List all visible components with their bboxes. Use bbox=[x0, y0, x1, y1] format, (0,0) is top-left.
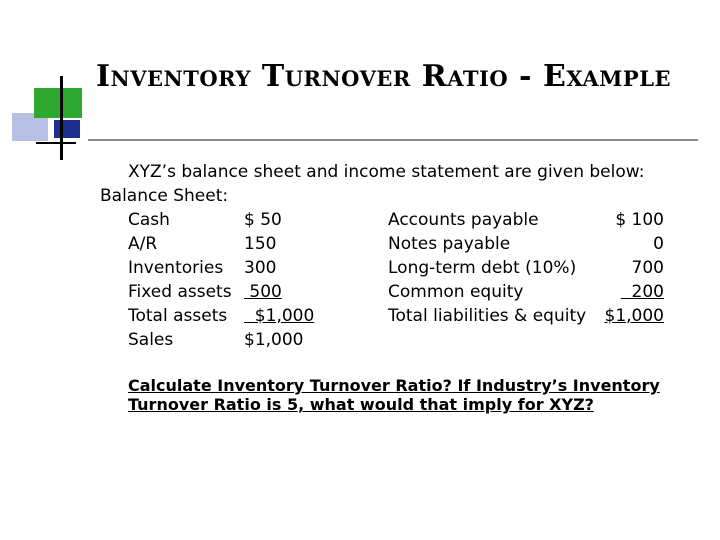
left-value: 150 bbox=[244, 234, 277, 254]
balance-sheet-heading: Balance Sheet: bbox=[100, 186, 229, 206]
left-label: Inventories bbox=[128, 258, 224, 278]
left-value: $1,000 bbox=[244, 306, 315, 326]
left-label: Total assets bbox=[128, 306, 228, 326]
right-label: Total liabilities & equity bbox=[388, 306, 587, 326]
right-value: $ 100 bbox=[615, 210, 664, 230]
right-label: Common equity bbox=[388, 282, 524, 302]
left-value: 300 bbox=[244, 258, 277, 278]
decor-horizontal-line bbox=[36, 142, 76, 144]
left-label: Cash bbox=[128, 210, 170, 230]
title-underline-rule bbox=[88, 139, 698, 141]
decor-square-green bbox=[34, 88, 82, 118]
slide-title: Inventory Turnover Ratio - Example bbox=[96, 59, 671, 94]
left-label: Sales bbox=[128, 330, 174, 350]
decor-vertical-line bbox=[60, 76, 63, 160]
right-label: Accounts payable bbox=[388, 210, 539, 230]
intro-text: XYZ’s balance sheet and income statement are given below: bbox=[128, 162, 645, 182]
question-text: Calculate Inventory Turnover Ratio? If Industry’s Inventory Turnover Ratio is 5, what would that imply for XYZ? bbox=[128, 376, 660, 414]
left-value: $1,000 bbox=[244, 330, 304, 350]
left-label: Fixed assets bbox=[128, 282, 232, 302]
left-value: 500 bbox=[244, 282, 282, 302]
right-value: $1,000 bbox=[604, 306, 664, 326]
right-value: 700 bbox=[631, 258, 664, 278]
right-value: 0 bbox=[653, 234, 664, 254]
left-value: $ 50 bbox=[244, 210, 282, 230]
decor-square-dark-blue bbox=[54, 120, 80, 138]
right-value: 200 bbox=[620, 282, 664, 302]
right-label: Notes payable bbox=[388, 234, 511, 254]
left-label: A/R bbox=[128, 234, 158, 254]
right-label: Long-term debt (10%) bbox=[388, 258, 577, 278]
